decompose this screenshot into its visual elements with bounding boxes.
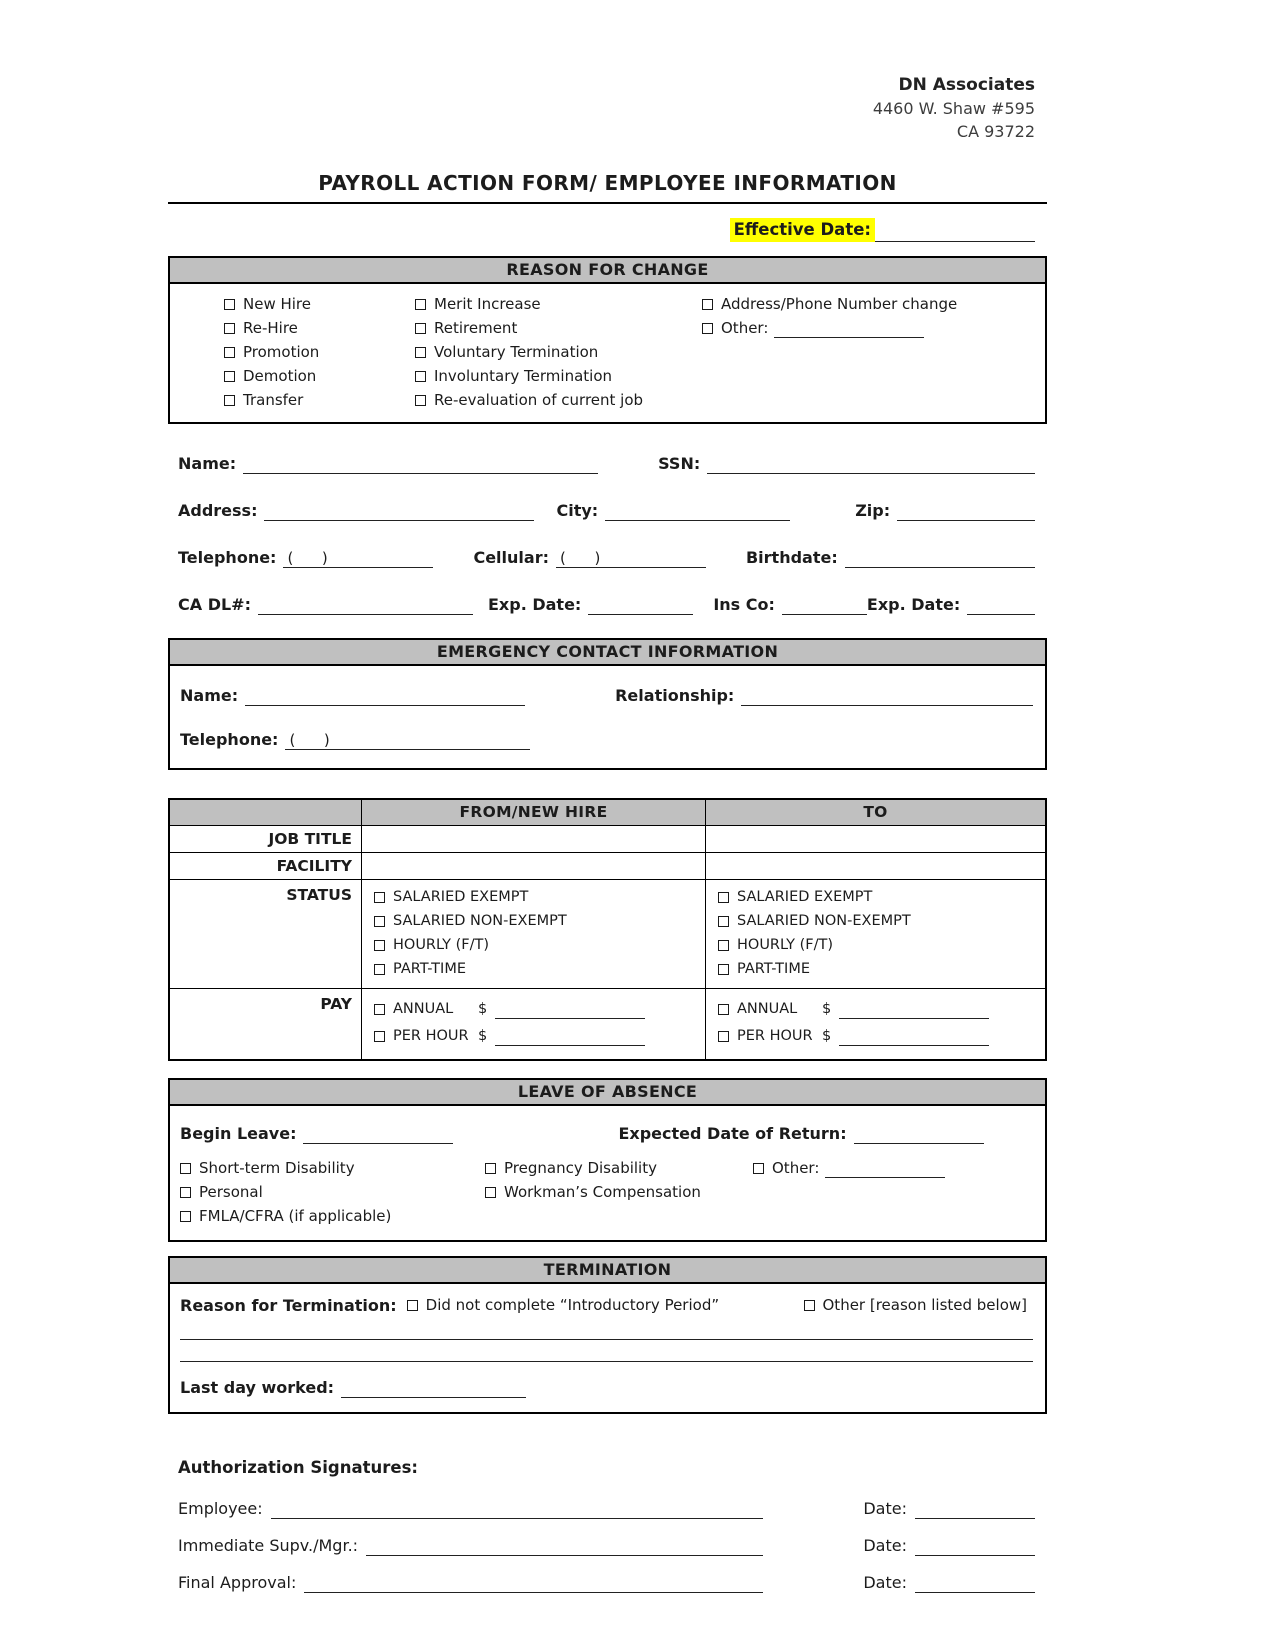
checkbox-icon[interactable] bbox=[224, 371, 235, 382]
emergency-name-row bbox=[180, 682, 1033, 706]
checkbox-to-per-hour[interactable] bbox=[718, 1023, 1045, 1050]
phones-row bbox=[178, 544, 1035, 568]
checkbox-icon[interactable] bbox=[415, 323, 426, 334]
letterhead bbox=[168, 0, 1047, 143]
address-label: Address: bbox=[178, 501, 258, 520]
checkbox-leave-other[interactable] bbox=[753, 1156, 1033, 1180]
termination-reason-row bbox=[180, 1292, 1033, 1318]
ssn-input[interactable] bbox=[707, 455, 1035, 474]
checkbox-label: Demotion bbox=[243, 367, 317, 385]
effective-date-row bbox=[168, 216, 1047, 242]
facility-to-input[interactable] bbox=[705, 852, 1045, 879]
leave-options bbox=[180, 1156, 1033, 1228]
facility-from-input[interactable] bbox=[361, 852, 705, 879]
checkbox-icon[interactable] bbox=[415, 395, 426, 406]
leave-of-absence-header: LEAVE OF ABSENCE bbox=[170, 1080, 1045, 1106]
checkbox-icon[interactable] bbox=[374, 892, 385, 903]
checkbox-icon[interactable] bbox=[718, 892, 729, 903]
checkbox-label: Transfer bbox=[243, 391, 304, 409]
job-change-table bbox=[168, 798, 1047, 1061]
empty-cell bbox=[753, 1180, 1033, 1204]
checkbox-icon[interactable] bbox=[180, 1187, 191, 1198]
zip-input[interactable] bbox=[897, 502, 1035, 521]
cellular-input[interactable]: ( ) bbox=[556, 549, 706, 568]
ssn-label: SSN: bbox=[658, 454, 701, 473]
exp-date-input[interactable] bbox=[588, 596, 693, 615]
emergency-name-input[interactable] bbox=[245, 687, 525, 706]
from-per-hour-amount-input[interactable] bbox=[495, 1027, 645, 1046]
checkbox-involuntary-termination[interactable] bbox=[415, 364, 702, 388]
from-annual-amount-input[interactable] bbox=[495, 1000, 645, 1019]
emergency-telephone-input[interactable]: ( ) bbox=[285, 731, 530, 750]
checkbox-to-part-time[interactable] bbox=[718, 957, 1045, 981]
status-row-label: STATUS bbox=[170, 879, 361, 988]
checkbox-re-evaluation[interactable] bbox=[415, 388, 702, 412]
telephone-input[interactable]: ( ) bbox=[283, 549, 433, 568]
city-input[interactable] bbox=[605, 502, 790, 521]
checkbox-icon[interactable] bbox=[224, 299, 235, 310]
last-day-worked-label: Last day worked: bbox=[180, 1378, 335, 1397]
checkbox-icon[interactable] bbox=[407, 1300, 418, 1311]
checkbox-icon[interactable] bbox=[718, 940, 729, 951]
emergency-name-label: Name: bbox=[180, 686, 239, 705]
checkbox-icon[interactable] bbox=[718, 1031, 729, 1042]
company-name: DN Associates bbox=[898, 75, 1035, 95]
supervisor-date-label: Date: bbox=[863, 1536, 907, 1555]
checkbox-icon[interactable] bbox=[753, 1163, 764, 1174]
facility-row-label: FACILITY bbox=[170, 852, 361, 879]
checkbox-icon[interactable] bbox=[702, 323, 713, 334]
checkbox-icon[interactable] bbox=[718, 964, 729, 975]
employee-signature-input[interactable] bbox=[271, 1500, 764, 1519]
last-day-worked-row bbox=[180, 1374, 1033, 1398]
to-column-header: TO bbox=[705, 800, 1045, 825]
checkbox-icon[interactable] bbox=[374, 1004, 385, 1015]
form-title: PAYROLL ACTION FORM/ EMPLOYEE INFORMATION bbox=[318, 171, 897, 195]
from-column-header: FROM/NEW HIRE bbox=[361, 800, 705, 825]
supervisor-date-input[interactable] bbox=[915, 1537, 1035, 1556]
checkbox-workmans-comp[interactable] bbox=[485, 1180, 753, 1204]
job-title-to-input[interactable] bbox=[705, 825, 1045, 852]
checkbox-personal[interactable] bbox=[180, 1180, 485, 1204]
checkbox-label: Pregnancy Disability bbox=[504, 1159, 657, 1177]
checkbox-label: ANNUAL bbox=[393, 1001, 454, 1017]
checkbox-label: FMLA/CFRA (if applicable) bbox=[199, 1207, 392, 1225]
final-approval-date-input[interactable] bbox=[915, 1574, 1035, 1593]
checkbox-from-salaried-non-exempt[interactable] bbox=[374, 909, 705, 933]
supervisor-signature-row bbox=[178, 1530, 1035, 1556]
ins-co-label: Ins Co: bbox=[713, 595, 775, 614]
ca-dl-label: CA DL#: bbox=[178, 595, 251, 614]
termination-header: TERMINATION bbox=[170, 1258, 1045, 1284]
name-ssn-row bbox=[178, 450, 1035, 474]
reason-for-change-header: REASON FOR CHANGE bbox=[170, 258, 1045, 284]
checkbox-icon[interactable] bbox=[374, 1031, 385, 1042]
checkbox-label: Retirement bbox=[434, 319, 518, 337]
to-per-hour-amount-input[interactable] bbox=[839, 1027, 989, 1046]
checkbox-label: Merit Increase bbox=[434, 295, 541, 313]
checkbox-label: Promotion bbox=[243, 343, 320, 361]
checkbox-label: Address/Phone Number change bbox=[721, 295, 958, 313]
checkbox-label: PART-TIME bbox=[393, 961, 466, 977]
city-label: City: bbox=[556, 501, 599, 520]
checkbox-transfer[interactable] bbox=[224, 388, 415, 412]
reason-column-3 bbox=[702, 292, 1035, 412]
checkbox-label: SALARIED EXEMPT bbox=[393, 889, 529, 905]
checkbox-to-salaried-non-exempt[interactable] bbox=[718, 909, 1045, 933]
pay-row-label: PAY bbox=[170, 988, 361, 1059]
checkbox-icon[interactable] bbox=[180, 1211, 191, 1222]
address-row bbox=[178, 497, 1035, 521]
checkbox-termination-other[interactable] bbox=[804, 1293, 1028, 1317]
termination-reason-line-2[interactable] bbox=[180, 1340, 1033, 1362]
ins-exp-date-label: Exp. Date: bbox=[866, 595, 961, 614]
relationship-label: Relationship: bbox=[615, 686, 735, 705]
name-input[interactable] bbox=[243, 455, 598, 474]
supervisor-signature-label: Immediate Supv./Mgr.: bbox=[178, 1536, 359, 1555]
checkbox-label: PART-TIME bbox=[737, 961, 810, 977]
last-day-worked-input[interactable] bbox=[341, 1379, 526, 1398]
checkbox-label: New Hire bbox=[243, 295, 311, 313]
checkbox-icon[interactable] bbox=[485, 1187, 496, 1198]
checkbox-to-salaried-exempt[interactable] bbox=[718, 885, 1045, 909]
checkbox-icon[interactable] bbox=[718, 916, 729, 927]
address-input[interactable] bbox=[264, 502, 534, 521]
form-title-block bbox=[168, 171, 1047, 204]
checkbox-label: Other [reason listed below] bbox=[822, 1296, 1027, 1314]
pay-from-options bbox=[361, 988, 705, 1059]
final-approval-signature-input[interactable] bbox=[304, 1574, 763, 1593]
checkbox-label: SALARIED NON-EXEMPT bbox=[737, 913, 911, 929]
empty-cell bbox=[753, 1204, 1033, 1228]
dollar-sign: $ bbox=[478, 1028, 488, 1044]
checkbox-icon[interactable] bbox=[374, 940, 385, 951]
checkbox-icon[interactable] bbox=[374, 916, 385, 927]
telephone-label: Telephone: bbox=[178, 548, 277, 567]
authorization-signatures-heading: Authorization Signatures: bbox=[178, 1458, 418, 1477]
leave-of-absence-section bbox=[168, 1078, 1047, 1242]
checkbox-icon[interactable] bbox=[224, 395, 235, 406]
checkbox-promotion[interactable] bbox=[224, 340, 415, 364]
effective-date-input[interactable] bbox=[875, 223, 1035, 242]
empty-header-cell bbox=[170, 800, 361, 825]
employee-signature-row bbox=[178, 1493, 1035, 1519]
checkbox-label: Re-Hire bbox=[243, 319, 298, 337]
checkbox-icon[interactable] bbox=[702, 299, 713, 310]
ins-exp-date-input[interactable] bbox=[967, 596, 1035, 615]
checkbox-did-not-complete-intro[interactable] bbox=[407, 1293, 719, 1317]
termination-reason-line-1[interactable] bbox=[180, 1318, 1033, 1340]
reason-column-2 bbox=[415, 292, 702, 412]
supervisor-signature-input[interactable] bbox=[366, 1537, 763, 1556]
emergency-contact-header: EMERGENCY CONTACT INFORMATION bbox=[170, 640, 1045, 666]
checkbox-fmla[interactable] bbox=[180, 1204, 485, 1228]
checkbox-re-hire[interactable] bbox=[224, 316, 415, 340]
checkbox-label: Re-evaluation of current job bbox=[434, 391, 644, 409]
checkbox-merit-increase[interactable] bbox=[415, 292, 702, 316]
checkbox-label: PER HOUR bbox=[737, 1028, 813, 1044]
checkbox-voluntary-termination[interactable] bbox=[415, 340, 702, 364]
checkbox-label: Short-term Disability bbox=[199, 1159, 355, 1177]
pay-to-options bbox=[705, 988, 1045, 1059]
license-insurance-row bbox=[178, 591, 1035, 615]
final-approval-signature-row bbox=[178, 1567, 1035, 1593]
checkbox-label: PER HOUR bbox=[393, 1028, 469, 1044]
checkbox-from-salaried-exempt[interactable] bbox=[374, 885, 705, 909]
checkbox-label: Voluntary Termination bbox=[434, 343, 599, 361]
reason-for-change-options bbox=[170, 284, 1045, 422]
job-title-from-input[interactable] bbox=[361, 825, 705, 852]
checkbox-pregnancy-disability[interactable] bbox=[485, 1156, 753, 1180]
checkbox-label: Other: bbox=[721, 319, 769, 337]
checkbox-to-annual[interactable] bbox=[718, 996, 1045, 1023]
ca-dl-input[interactable] bbox=[258, 596, 473, 615]
checkbox-icon[interactable] bbox=[485, 1163, 496, 1174]
emergency-contact-section bbox=[168, 638, 1047, 770]
expected-return-label: Expected Date of Return: bbox=[618, 1124, 847, 1143]
checkbox-label: Personal bbox=[199, 1183, 263, 1201]
checkbox-address-phone-change[interactable] bbox=[702, 292, 1035, 316]
termination-reason-label: Reason for Termination: bbox=[180, 1295, 397, 1315]
zip-label: Zip: bbox=[855, 501, 891, 520]
empty-cell bbox=[485, 1204, 753, 1228]
checkbox-label: SALARIED EXEMPT bbox=[737, 889, 873, 905]
employee-info-fields bbox=[168, 450, 1047, 615]
checkbox-short-term-disability[interactable] bbox=[180, 1156, 485, 1180]
checkbox-label: HOURLY (F/T) bbox=[393, 937, 490, 953]
dollar-sign: $ bbox=[478, 1001, 488, 1017]
job-title-row-label: JOB TITLE bbox=[170, 825, 361, 852]
checkbox-icon[interactable] bbox=[374, 964, 385, 975]
birthdate-input[interactable] bbox=[845, 549, 1035, 568]
checkbox-icon[interactable] bbox=[718, 1004, 729, 1015]
emergency-telephone-label: Telephone: bbox=[180, 730, 279, 749]
checkbox-from-part-time[interactable] bbox=[374, 957, 705, 981]
leave-other-input[interactable] bbox=[825, 1159, 945, 1178]
reason-column-1 bbox=[224, 292, 415, 412]
checkbox-label: SALARIED NON-EXEMPT bbox=[393, 913, 567, 929]
checkbox-new-hire[interactable] bbox=[224, 292, 415, 316]
emergency-phone-row bbox=[180, 726, 1033, 750]
name-label: Name: bbox=[178, 454, 237, 473]
cellular-label: Cellular: bbox=[473, 548, 549, 567]
checkbox-label: Involuntary Termination bbox=[434, 367, 613, 385]
checkbox-retirement[interactable] bbox=[415, 316, 702, 340]
checkbox-icon[interactable] bbox=[415, 371, 426, 382]
dollar-sign: $ bbox=[822, 1028, 832, 1044]
checkbox-from-per-hour[interactable] bbox=[374, 1023, 705, 1050]
reason-other-input[interactable] bbox=[774, 319, 924, 338]
leave-of-absence-body bbox=[170, 1106, 1045, 1240]
employee-date-label: Date: bbox=[863, 1499, 907, 1518]
to-annual-amount-input[interactable] bbox=[839, 1000, 989, 1019]
dollar-sign: $ bbox=[822, 1001, 832, 1017]
checkbox-icon[interactable] bbox=[224, 347, 235, 358]
employee-signature-label: Employee: bbox=[178, 1499, 263, 1518]
authorization-signatures-section bbox=[168, 1458, 1047, 1593]
checkbox-icon[interactable] bbox=[804, 1300, 815, 1311]
effective-date-label: Effective Date: bbox=[730, 218, 875, 242]
checkbox-icon[interactable] bbox=[415, 299, 426, 310]
form-content bbox=[168, 0, 1047, 1604]
checkbox-demotion[interactable] bbox=[224, 364, 415, 388]
begin-leave-input[interactable] bbox=[303, 1125, 453, 1144]
expected-return-input[interactable] bbox=[854, 1125, 984, 1144]
relationship-input[interactable] bbox=[741, 687, 1033, 706]
ins-co-input[interactable] bbox=[782, 596, 867, 615]
checkbox-icon[interactable] bbox=[224, 323, 235, 334]
checkbox-to-hourly[interactable] bbox=[718, 933, 1045, 957]
begin-leave-label: Begin Leave: bbox=[180, 1124, 297, 1143]
checkbox-reason-other[interactable] bbox=[702, 316, 1035, 340]
status-from-options bbox=[361, 879, 705, 988]
checkbox-label: Did not complete “Introductory Period” bbox=[425, 1296, 720, 1314]
employee-date-input[interactable] bbox=[915, 1500, 1035, 1519]
final-approval-label: Final Approval: bbox=[178, 1573, 297, 1592]
birthdate-label: Birthdate: bbox=[745, 548, 838, 567]
final-approval-date-label: Date: bbox=[863, 1573, 907, 1592]
checkbox-label: Other: bbox=[772, 1159, 820, 1177]
termination-section bbox=[168, 1256, 1047, 1414]
company-address-line2: CA 93722 bbox=[956, 122, 1035, 141]
checkbox-label: HOURLY (F/T) bbox=[737, 937, 834, 953]
status-to-options bbox=[705, 879, 1045, 988]
company-address-line1: 4460 W. Shaw #595 bbox=[872, 99, 1035, 118]
leave-dates-row bbox=[180, 1120, 1033, 1144]
checkbox-label: Workman’s Compensation bbox=[504, 1183, 701, 1201]
reason-for-change-section bbox=[168, 256, 1047, 424]
checkbox-icon[interactable] bbox=[180, 1163, 191, 1174]
emergency-contact-body bbox=[170, 666, 1045, 768]
checkbox-label: ANNUAL bbox=[737, 1001, 798, 1017]
checkbox-from-hourly[interactable] bbox=[374, 933, 705, 957]
exp-date-label: Exp. Date: bbox=[487, 595, 582, 614]
checkbox-from-annual[interactable] bbox=[374, 996, 705, 1023]
termination-body bbox=[170, 1284, 1045, 1412]
checkbox-icon[interactable] bbox=[415, 347, 426, 358]
